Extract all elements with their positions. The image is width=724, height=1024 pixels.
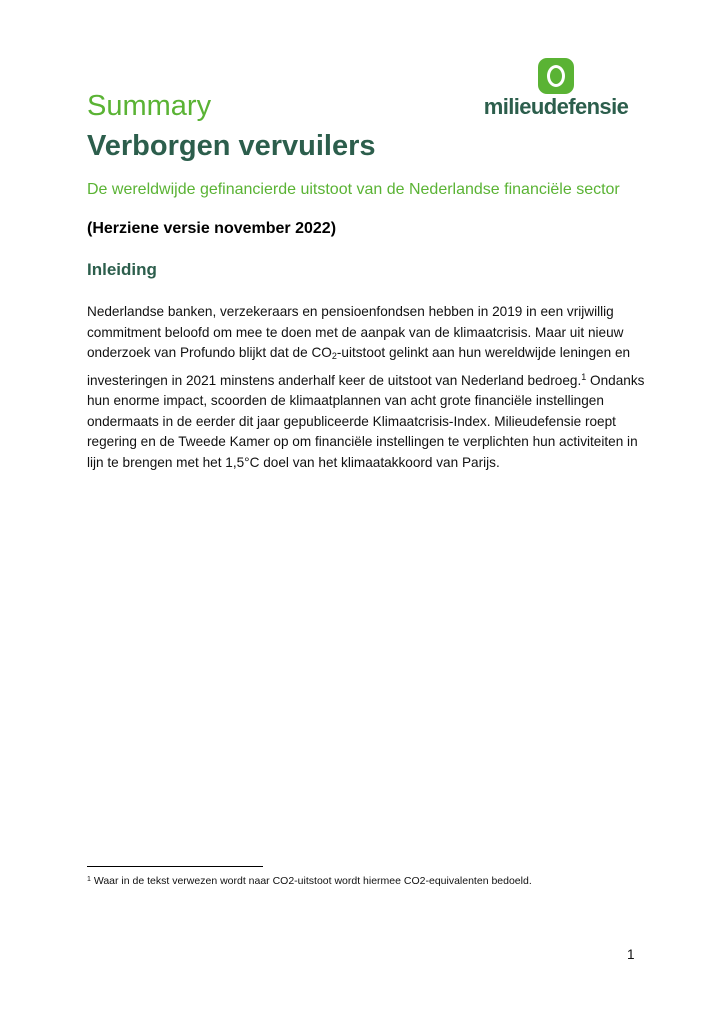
document-subtitle: De wereldwijde gefinancierde uitstoot van de Nederlandse financiële sector: [87, 181, 620, 198]
intro-text-part-2: -uitstoot gelinkt aan hun wereldwijde leningen en investeringen in 2021 minstens anderhalf keer de uitstoot van Nederland bedroeg.: [87, 345, 631, 388]
section-heading-inleiding: Inleiding: [87, 260, 157, 279]
footnote-text: Waar in de tekst verwezen wordt naar CO2-uitstoot wordt hiermee CO2-equivalenten bedoeld.: [90, 875, 532, 887]
intro-text-part-3: Ondanks hun enorme impact, scoorden de klimaatplannen van acht grote financiële instellingen ondermaats in de eerder dit jaar gepubliceerde Klimaatcrisis-Index. Milieudefensie roept regering en de Tweede Kamer op om financiële instellingen te verplichten hun activiteiten in lijn te brengen met het 1,5°C doel van het klimaatakkoord van Parijs.: [87, 372, 645, 470]
logo: [474, 58, 638, 122]
document-title: Verborgen vervuilers: [87, 130, 376, 162]
footnote-separator: [87, 866, 263, 867]
co2-subscript: 2: [331, 351, 337, 361]
intro-text-part-1: Nederlandse banken, verzekeraars en pensioenfondsen hebben in 2019 in een vrijwillig commitment beloofd om mee te doen met de aanpak van de klimaatcrisis. Maar uit nieuw onderzoek van Profundo blijkt dat de CO: [87, 304, 624, 360]
page-number: 1: [627, 947, 635, 962]
logo-wordmark: milieudefensie: [483, 94, 629, 119]
revision-note: (Herziene versie november 2022): [87, 220, 337, 237]
footnote-number: 1: [87, 876, 91, 883]
footnote: [87, 875, 532, 887]
milieudefensie-logo-icon: [538, 58, 574, 94]
intro-paragraph: [87, 302, 647, 473]
summary-heading: Summary: [87, 90, 212, 122]
footnote-reference[interactable]: 1: [581, 371, 587, 382]
